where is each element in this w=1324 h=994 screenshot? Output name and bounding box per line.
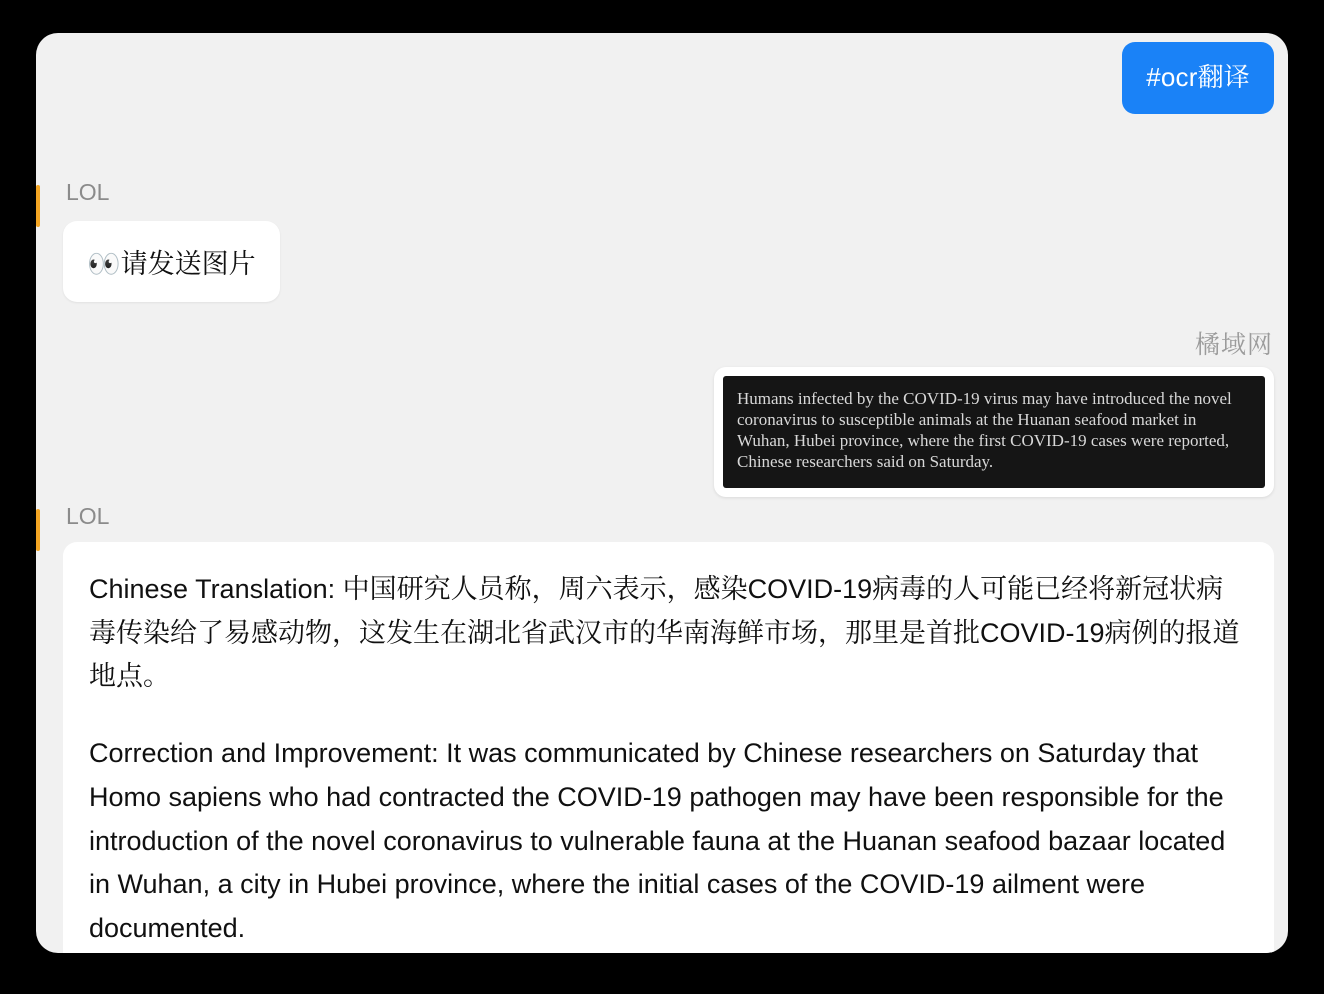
message-bubble-answer bbox=[63, 542, 1274, 953]
sender-name: LOL bbox=[66, 179, 110, 205]
chat-window bbox=[36, 33, 1288, 953]
command-chip-ocr-translate[interactable]: #ocr翻译 bbox=[1122, 42, 1274, 114]
message-incoming-answer-header bbox=[36, 505, 1288, 528]
message-accent-rail bbox=[36, 185, 40, 227]
answer-paragraph-correction: Correction and Improvement: It was communicated by Chinese researchers on Saturday that Homo sapiens who had contracted the COVID-19 pathogen may have been responsible for the introduction of the novel coronavirus to vulnerable fauna at the Huanan seafood bazaar located in Wuhan, a city in Hubei province, where the initial cases of the COVID-19 ailment were documented. bbox=[89, 738, 1226, 944]
sent-image-card bbox=[723, 376, 1265, 488]
watermark: 橘域网 bbox=[1194, 331, 1273, 359]
message-accent-rail bbox=[36, 509, 40, 551]
message-incoming-prompt bbox=[36, 181, 1288, 302]
sent-image-caption: Humans infected by the COVID-19 virus may have introduced the novel coronavirus to susceptible animals at the Huanan seafood market in Wuhan, Hubei province, where the first COVID-19 cases were reported, Chinese researchers said on Saturday. bbox=[737, 389, 1232, 471]
sender-name: LOL bbox=[66, 503, 110, 529]
message-outgoing-image[interactable] bbox=[714, 367, 1274, 497]
answer-paragraph-translation: Chinese Translation: 中国研究人员称，周六表示，感染COVID-19病毒的人可能已经将新冠状病毒传染给了易感动物，这发生在湖北省武汉市的华南海鲜市场，那里是首批COVID-19病例的报道地点。 bbox=[89, 574, 1240, 692]
message-bubble: 👀请发送图片 bbox=[63, 221, 280, 302]
